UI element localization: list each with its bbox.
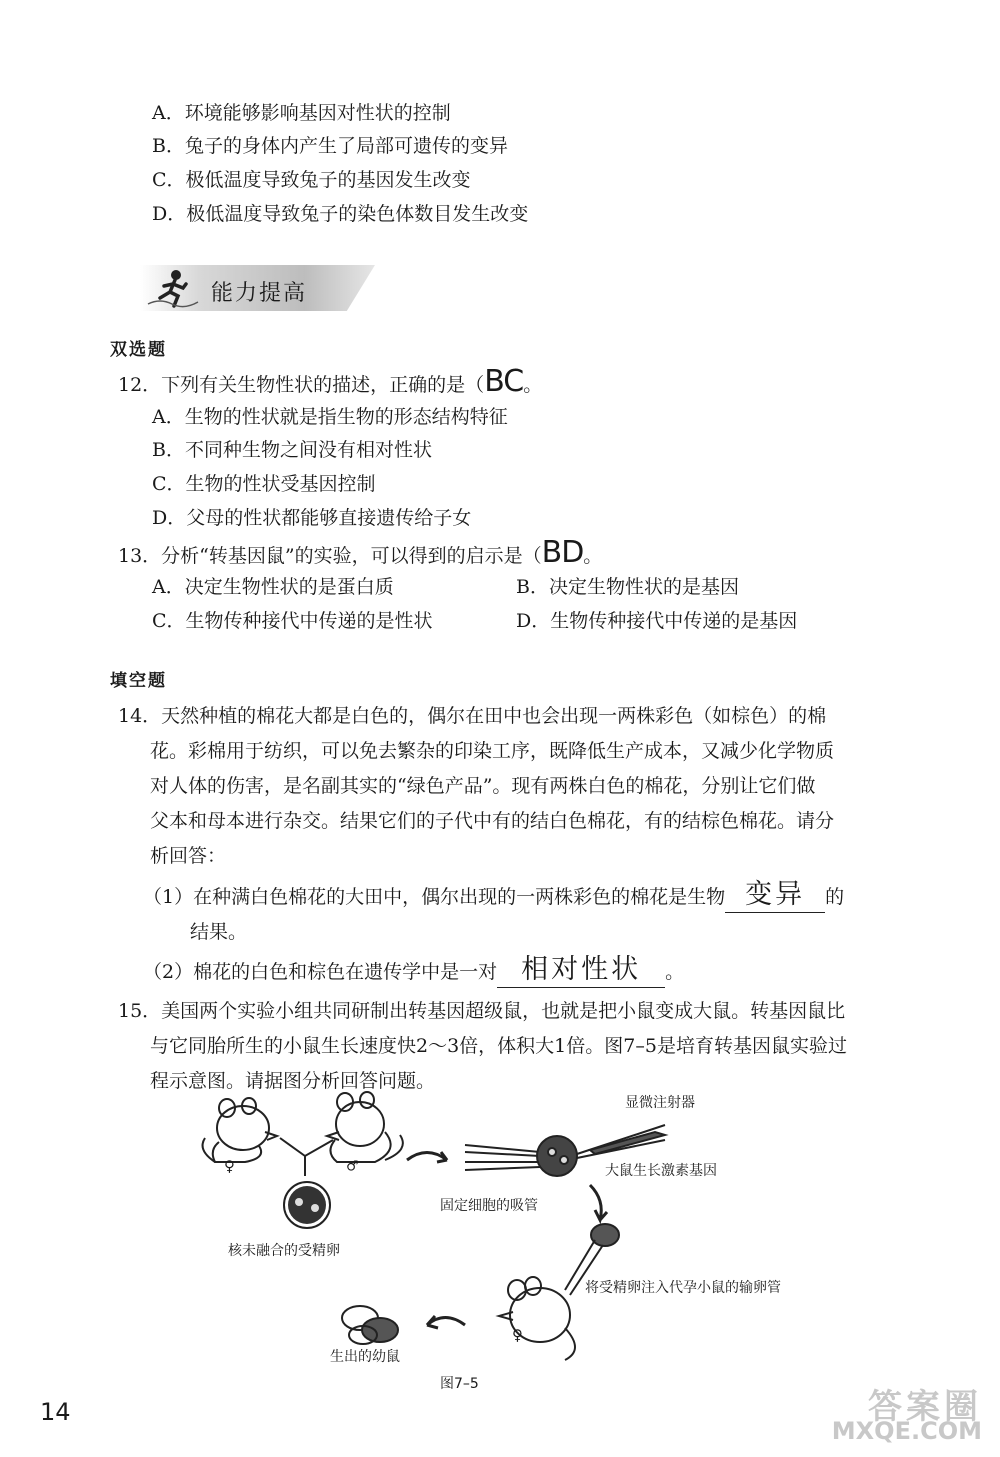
- q13-stem-text: 13．分析“转基因鼠”的实验，可以得到的启示是（: [118, 545, 542, 567]
- arrow-right-1: [407, 1152, 447, 1162]
- q13-option-a: A．决定生物性状的是蛋白质: [152, 576, 394, 598]
- label-pups: 生出的幼鼠: [330, 1349, 400, 1365]
- q14-sub1-cont: 结果。: [190, 921, 248, 943]
- q13-option-d: D．生物传种接代中传递的是基因: [516, 610, 798, 632]
- q14-line-2: 花。彩棉用于纺织，可以免去繁杂的印染工序，既降低生产成本，又减少化学物质: [150, 740, 835, 762]
- q14-line-4: 父本和母本进行杂交。结果它们的子代中有的结白色棉花，有的结棕色棉花。请分: [150, 810, 835, 832]
- q15-line-2: 与它同胎所生的小鼠生长速度快2～3倍，体积大1倍。图7–5是培育转基因鼠实验过: [150, 1035, 847, 1057]
- section-double-choice: 双选题: [110, 340, 167, 360]
- q15-line-1: 15．美国两个实验小组共同研制出转基因超级鼠，也就是把小鼠变成大鼠。转基因鼠比: [118, 1000, 846, 1022]
- q12-option-c: C．生物的性状受基因控制: [152, 473, 376, 495]
- q11-option-d: D．极低温度导致兔子的染色体数目发生改变: [152, 203, 529, 225]
- label-pipette: 固定细胞的吸管: [440, 1198, 538, 1214]
- figure-caption: 图7–5: [440, 1376, 479, 1392]
- q14-sub1-text: （1）在种满白色棉花的大田中，偶尔出现的一两株彩色的棉花是生物: [143, 886, 726, 908]
- q11-option-c: C．极低温度导致兔子的基因发生改变: [152, 169, 471, 191]
- baby-mice: [342, 1306, 398, 1344]
- q14-sub2-answer: 相对性状: [521, 954, 642, 985]
- label-microinjector: 显微注射器: [625, 1095, 695, 1111]
- runner-icon: [146, 266, 202, 308]
- section-fill-blank: 填空题: [110, 671, 167, 691]
- arrow-left: [427, 1316, 465, 1328]
- q14-sub2-blank: [497, 955, 665, 988]
- q14-line-3: 对人体的伤害，是名副其实的“绿色产品”。现有两株白色的棉花，分别让它们做: [150, 775, 816, 797]
- female-mouse: [203, 1098, 277, 1162]
- label-zygote: 核未融合的受精卵: [228, 1243, 340, 1259]
- arrow-down: [590, 1185, 607, 1220]
- male-mouse: [327, 1092, 403, 1162]
- q14-sub1-answer: 变异: [745, 879, 806, 910]
- q13-stem: [118, 535, 603, 570]
- section-title: 能力提高: [211, 281, 308, 306]
- label-gene: 大鼠生长激素基因: [605, 1163, 717, 1179]
- pairing-lines: [280, 1138, 333, 1176]
- q13-option-c: C．生物传种接代中传递的是性状: [152, 610, 433, 632]
- page-number: 14: [40, 1398, 71, 1426]
- q13-answer: BD: [541, 535, 584, 570]
- watermark-logo: [802, 1379, 992, 1449]
- q12-option-a: A．生物的性状就是指生物的形态结构特征: [152, 406, 508, 428]
- q14-sub1-blank: [725, 880, 825, 913]
- q14-sub1-after: 的: [825, 886, 845, 908]
- surrogate-female-symbol: ♀: [512, 1325, 523, 1346]
- q12-stem: [118, 364, 543, 399]
- q15-line-3: 程示意图。请据图分析回答问题。: [150, 1070, 436, 1092]
- q11-option-a: A．环境能够影响基因对性状的控制: [152, 102, 451, 124]
- label-inject: 将受精卵注入代孕小鼠的输卵管: [585, 1280, 781, 1296]
- q14-line-5: 析回答：: [150, 845, 227, 867]
- q14-sub2-text: （2）棉花的白色和棕色在遗传学中是一对: [143, 961, 498, 983]
- q14-line-1: 14．天然种植的棉花大都是白色的，偶尔在田中也会出现一两株彩色（如棕色）的棉: [118, 705, 827, 727]
- female-symbol: ♀: [224, 1156, 235, 1177]
- q12-stem-text: 12．下列有关生物性状的描述，正确的是（: [118, 374, 485, 396]
- q11-option-b: B．兔子的身体内产生了局部可遗传的变异: [152, 135, 508, 157]
- watermark-text: 答案圈: [868, 1387, 982, 1427]
- q14-sub2-after: 。: [665, 961, 685, 983]
- q12-stem-end: 。: [523, 374, 543, 396]
- figure-7-5: [195, 1090, 775, 1380]
- q12-answer: BC: [484, 364, 524, 399]
- male-symbol: ♂: [347, 1156, 358, 1177]
- q13-option-b: B．决定生物性状的是基因: [516, 576, 739, 598]
- surrogate-mouse: [499, 1277, 575, 1360]
- q12-option-b: B．不同种生物之间没有相对性状: [152, 439, 432, 461]
- zygote-cell: [284, 1182, 330, 1228]
- q14-sub1: [143, 880, 844, 913]
- watermark-url: MXQE.COM: [831, 1417, 982, 1445]
- q13-stem-end: 。: [583, 545, 603, 567]
- q14-sub2: [143, 955, 684, 988]
- q12-option-d: D．父母的性状都能够直接遗传给子女: [152, 507, 472, 529]
